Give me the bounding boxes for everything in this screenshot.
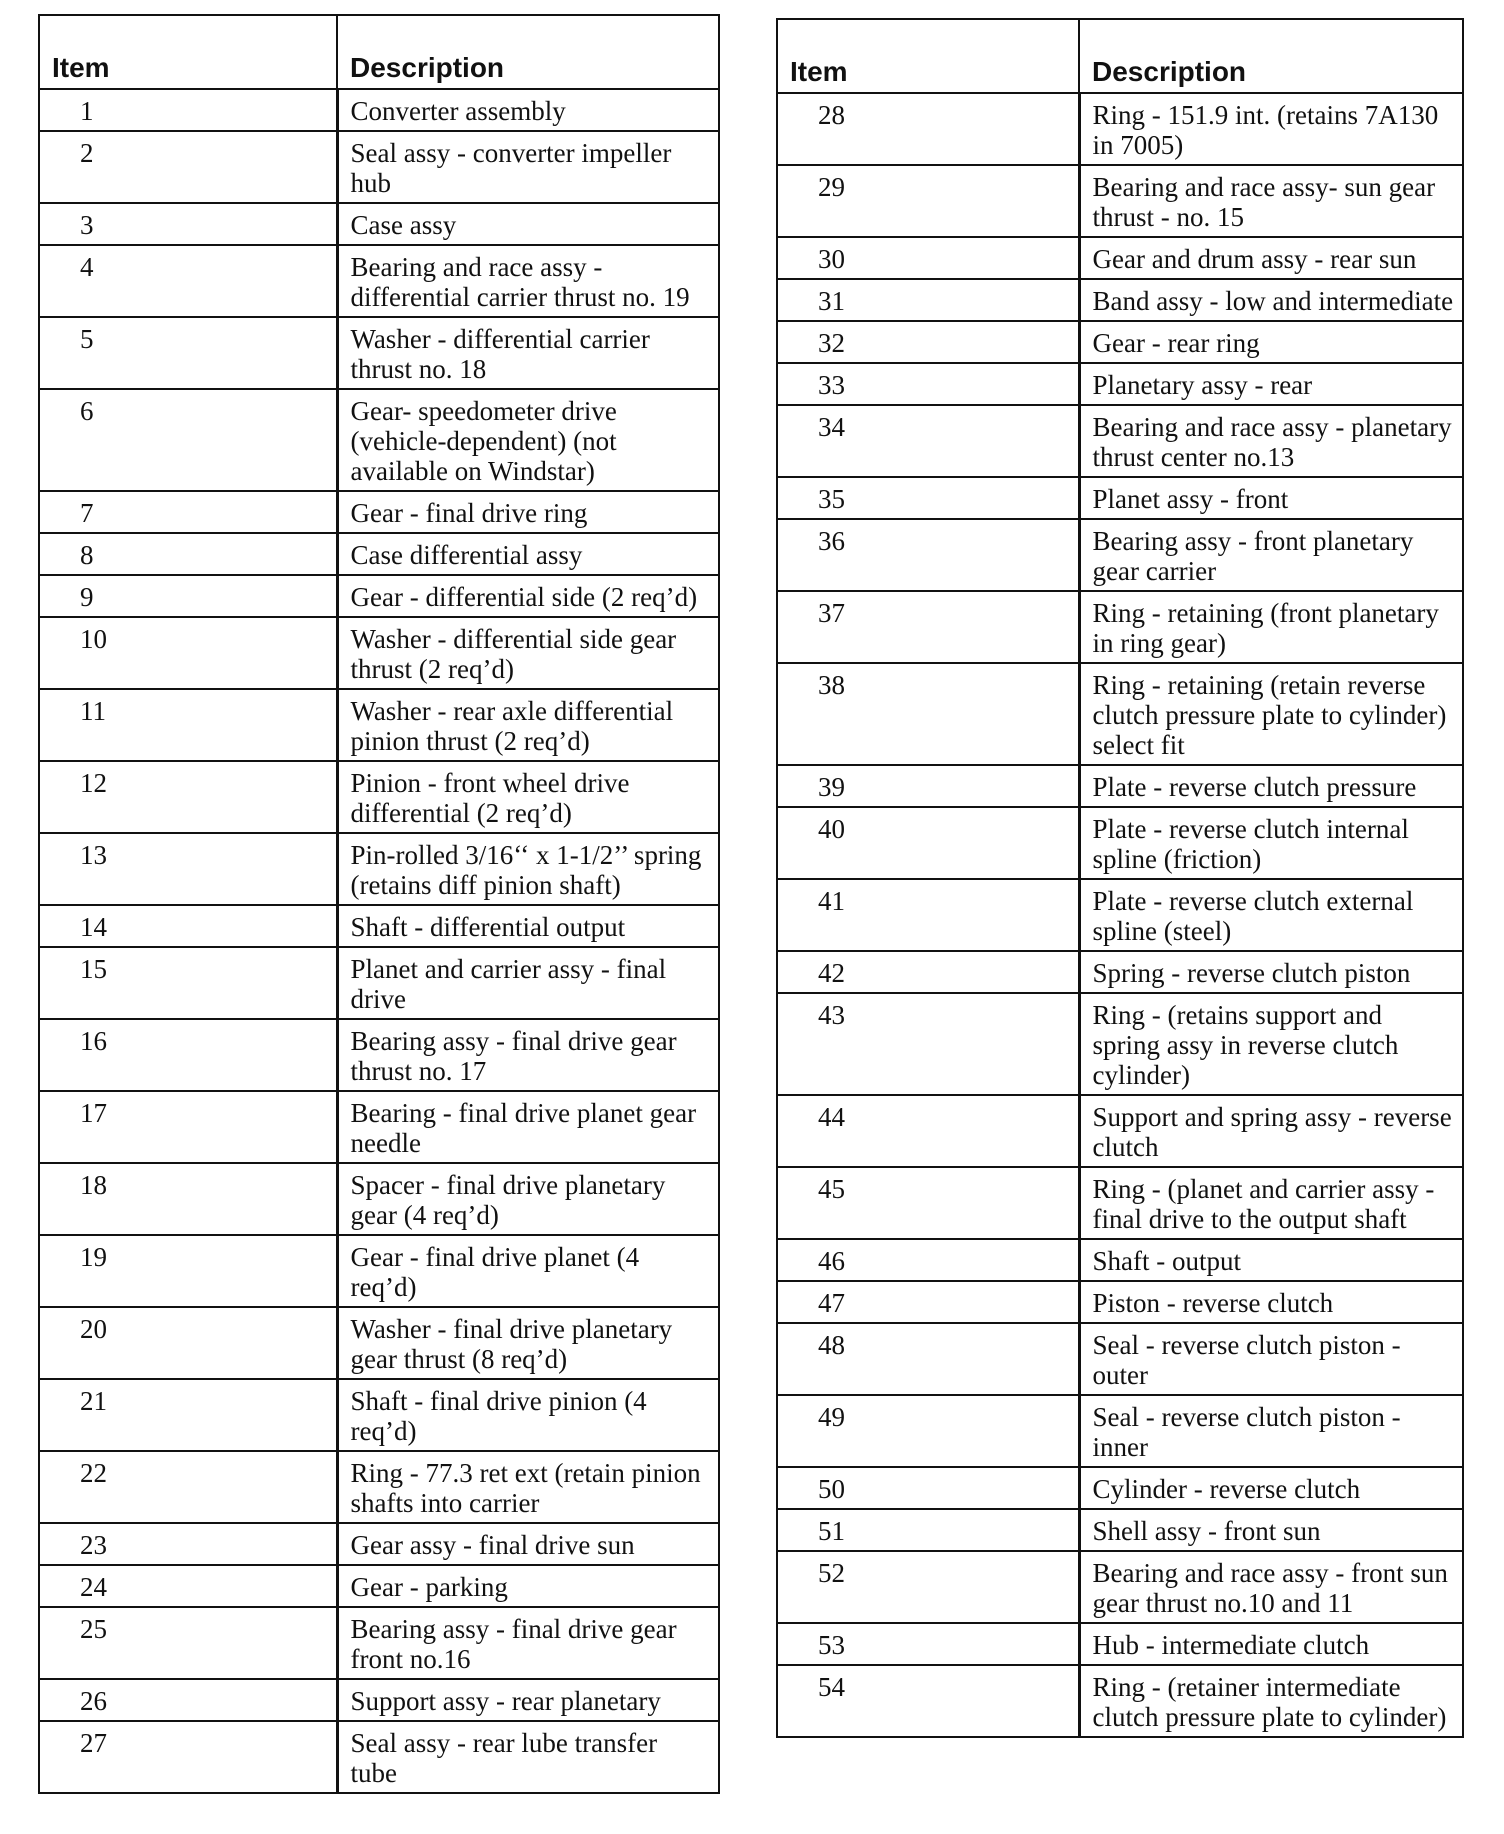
item-description-cell: Washer - rear axle differential pinion thrust (2 req’d) <box>337 689 719 761</box>
item-description-cell: Bearing assy - final drive gear thrust no. 17 <box>337 1019 719 1091</box>
table-row <box>777 1281 1463 1323</box>
item-description-cell: Ring - (retains support and spring assy in reverse clutch cylinder) <box>1079 993 1463 1095</box>
item-description-cell: Seal assy - converter impeller hub <box>337 131 719 203</box>
table-row <box>39 761 719 833</box>
item-description-cell: Bearing assy - final drive gear front no.16 <box>337 1607 719 1679</box>
item-description-cell: Bearing and race assy- sun gear thrust - no. 15 <box>1079 165 1463 237</box>
item-number-cell: 30 <box>777 237 1079 279</box>
table-header-row <box>777 19 1463 93</box>
item-number-cell: 24 <box>39 1565 337 1607</box>
table-row <box>777 165 1463 237</box>
table-row <box>777 405 1463 477</box>
item-description-cell: Plate - reverse clutch internal spline (friction) <box>1079 807 1463 879</box>
table-row <box>39 1565 719 1607</box>
item-number-cell: 15 <box>39 947 337 1019</box>
item-number-cell: 13 <box>39 833 337 905</box>
item-number-cell: 50 <box>777 1467 1079 1509</box>
item-number-cell: 51 <box>777 1509 1079 1551</box>
parts-table-right <box>776 18 1464 1738</box>
item-number-cell: 40 <box>777 807 1079 879</box>
item-number-cell: 19 <box>39 1235 337 1307</box>
item-number-cell: 29 <box>777 165 1079 237</box>
table-row <box>777 1623 1463 1665</box>
item-number-cell: 20 <box>39 1307 337 1379</box>
item-description-cell: Case differential assy <box>337 533 719 575</box>
table-row <box>39 131 719 203</box>
table-row <box>39 317 719 389</box>
item-description-cell: Ring - 151.9 int. (retains 7A130 in 7005) <box>1079 93 1463 165</box>
table-row <box>777 993 1463 1095</box>
item-number-cell: 42 <box>777 951 1079 993</box>
table-row <box>39 905 719 947</box>
item-description-cell: Bearing - final drive planet gear needle <box>337 1091 719 1163</box>
item-description-cell: Planetary assy - rear <box>1079 363 1463 405</box>
item-number-cell: 12 <box>39 761 337 833</box>
item-number-cell: 14 <box>39 905 337 947</box>
item-number-cell: 47 <box>777 1281 1079 1323</box>
description-column-header: Description <box>337 15 719 89</box>
item-number-cell: 44 <box>777 1095 1079 1167</box>
item-description-cell: Spacer - final drive planetary gear (4 req’d) <box>337 1163 719 1235</box>
item-number-cell: 17 <box>39 1091 337 1163</box>
item-column-header: Item <box>39 15 337 89</box>
item-description-cell: Gear - final drive planet (4 req’d) <box>337 1235 719 1307</box>
table-row <box>39 1451 719 1523</box>
table-header-row <box>39 15 719 89</box>
item-description-cell: Washer - final drive planetary gear thrust (8 req’d) <box>337 1307 719 1379</box>
item-description-cell: Hub - intermediate clutch <box>1079 1623 1463 1665</box>
item-description-cell: Pin-rolled 3/16‘‘ x 1-1/2’’ spring (retains diff pinion shaft) <box>337 833 719 905</box>
item-description-cell: Planet assy - front <box>1079 477 1463 519</box>
item-number-cell: 35 <box>777 477 1079 519</box>
item-description-cell: Seal - reverse clutch piston - outer <box>1079 1323 1463 1395</box>
item-number-cell: 5 <box>39 317 337 389</box>
table-row <box>777 663 1463 765</box>
table-row <box>777 519 1463 591</box>
item-description-cell: Ring - (retainer intermediate clutch pressure plate to cylinder) <box>1079 1665 1463 1737</box>
table-row <box>777 237 1463 279</box>
table-row <box>777 807 1463 879</box>
table-row <box>777 1095 1463 1167</box>
table-row <box>39 389 719 491</box>
item-description-cell: Converter assembly <box>337 89 719 131</box>
item-number-cell: 9 <box>39 575 337 617</box>
item-description-cell: Gear - parking <box>337 1565 719 1607</box>
table-row <box>39 1019 719 1091</box>
table-row <box>777 1551 1463 1623</box>
item-number-cell: 31 <box>777 279 1079 321</box>
item-number-cell: 11 <box>39 689 337 761</box>
item-number-cell: 16 <box>39 1019 337 1091</box>
item-number-cell: 1 <box>39 89 337 131</box>
parts-table-left <box>38 14 720 1794</box>
item-description-cell: Seal assy - rear lube transfer tube <box>337 1721 719 1793</box>
table-row <box>777 879 1463 951</box>
item-description-cell: Bearing and race assy - differential carrier thrust no. 19 <box>337 245 719 317</box>
item-number-cell: 4 <box>39 245 337 317</box>
item-description-cell: Spring - reverse clutch piston <box>1079 951 1463 993</box>
item-description-cell: Shaft - differential output <box>337 905 719 947</box>
item-description-cell: Pinion - front wheel drive differential (2 req’d) <box>337 761 719 833</box>
item-number-cell: 38 <box>777 663 1079 765</box>
item-number-cell: 36 <box>777 519 1079 591</box>
table-row <box>39 947 719 1019</box>
item-number-cell: 27 <box>39 1721 337 1793</box>
item-description-cell: Ring - retaining (retain reverse clutch pressure plate to cylinder) select fit <box>1079 663 1463 765</box>
table-row <box>777 951 1463 993</box>
table-row <box>777 1509 1463 1551</box>
table-row <box>39 1091 719 1163</box>
item-description-cell: Shaft - output <box>1079 1239 1463 1281</box>
item-description-cell: Planet and carrier assy - final drive <box>337 947 719 1019</box>
item-number-cell: 22 <box>39 1451 337 1523</box>
table-row <box>39 689 719 761</box>
item-description-cell: Case assy <box>337 203 719 245</box>
item-number-cell: 34 <box>777 405 1079 477</box>
table-row <box>39 575 719 617</box>
table-row <box>777 321 1463 363</box>
item-description-cell: Ring - (planet and carrier assy - final drive to the output shaft <box>1079 1167 1463 1239</box>
parts-table-left-body <box>39 89 719 1793</box>
item-description-cell: Gear assy - final drive sun <box>337 1523 719 1565</box>
item-description-cell: Ring - retaining (front planetary in ring gear) <box>1079 591 1463 663</box>
table-row <box>39 491 719 533</box>
item-number-cell: 25 <box>39 1607 337 1679</box>
table-row <box>39 1679 719 1721</box>
table-row <box>39 833 719 905</box>
table-row <box>39 1721 719 1793</box>
table-row <box>777 363 1463 405</box>
parts-table-right-body <box>777 93 1463 1737</box>
item-number-cell: 7 <box>39 491 337 533</box>
table-row <box>39 1379 719 1451</box>
item-number-cell: 8 <box>39 533 337 575</box>
table-row <box>777 591 1463 663</box>
table-row <box>777 1467 1463 1509</box>
item-number-cell: 23 <box>39 1523 337 1565</box>
item-description-cell: Shaft - final drive pinion (4 req’d) <box>337 1379 719 1451</box>
item-description-cell: Plate - reverse clutch pressure <box>1079 765 1463 807</box>
table-row <box>39 1607 719 1679</box>
item-description-cell: Cylinder - reverse clutch <box>1079 1467 1463 1509</box>
table-row <box>39 1523 719 1565</box>
item-number-cell: 45 <box>777 1167 1079 1239</box>
item-description-cell: Washer - differential carrier thrust no. 18 <box>337 317 719 389</box>
item-description-cell: Shell assy - front sun <box>1079 1509 1463 1551</box>
item-description-cell: Gear and drum assy - rear sun <box>1079 237 1463 279</box>
table-row <box>39 245 719 317</box>
item-number-cell: 3 <box>39 203 337 245</box>
item-description-cell: Gear - differential side (2 req’d) <box>337 575 719 617</box>
item-description-cell: Bearing and race assy - planetary thrust center no.13 <box>1079 405 1463 477</box>
item-description-cell: Ring - 77.3 ret ext (retain pinion shafts into carrier <box>337 1451 719 1523</box>
item-description-cell: Gear - rear ring <box>1079 321 1463 363</box>
item-number-cell: 53 <box>777 1623 1079 1665</box>
item-number-cell: 43 <box>777 993 1079 1095</box>
table-row <box>777 279 1463 321</box>
item-number-cell: 37 <box>777 591 1079 663</box>
item-description-cell: Bearing and race assy - front sun gear thrust no.10 and 11 <box>1079 1551 1463 1623</box>
table-row <box>39 617 719 689</box>
item-number-cell: 28 <box>777 93 1079 165</box>
table-row <box>39 1307 719 1379</box>
item-column-header: Item <box>777 19 1079 93</box>
item-description-cell: Seal - reverse clutch piston - inner <box>1079 1395 1463 1467</box>
item-number-cell: 6 <box>39 389 337 491</box>
item-number-cell: 52 <box>777 1551 1079 1623</box>
item-number-cell: 10 <box>39 617 337 689</box>
item-number-cell: 46 <box>777 1239 1079 1281</box>
item-description-cell: Gear- speedometer drive (vehicle-dependent) (not available on Windstar) <box>337 389 719 491</box>
table-row <box>777 1395 1463 1467</box>
item-description-cell: Washer - differential side gear thrust (2 req’d) <box>337 617 719 689</box>
table-row <box>777 1323 1463 1395</box>
table-row <box>39 89 719 131</box>
item-description-cell: Piston - reverse clutch <box>1079 1281 1463 1323</box>
item-number-cell: 33 <box>777 363 1079 405</box>
item-description-cell: Bearing assy - front planetary gear carrier <box>1079 519 1463 591</box>
item-number-cell: 54 <box>777 1665 1079 1737</box>
item-number-cell: 49 <box>777 1395 1079 1467</box>
table-row <box>777 765 1463 807</box>
table-row <box>777 1167 1463 1239</box>
item-number-cell: 18 <box>39 1163 337 1235</box>
item-description-cell: Support and spring assy - reverse clutch <box>1079 1095 1463 1167</box>
item-description-cell: Support assy - rear planetary <box>337 1679 719 1721</box>
description-column-header: Description <box>1079 19 1463 93</box>
item-description-cell: Gear - final drive ring <box>337 491 719 533</box>
item-number-cell: 21 <box>39 1379 337 1451</box>
item-description-cell: Band assy - low and intermediate <box>1079 279 1463 321</box>
table-row <box>39 203 719 245</box>
table-row <box>777 93 1463 165</box>
item-description-cell: Plate - reverse clutch external spline (steel) <box>1079 879 1463 951</box>
table-row <box>39 1163 719 1235</box>
item-number-cell: 26 <box>39 1679 337 1721</box>
table-row <box>39 533 719 575</box>
item-number-cell: 32 <box>777 321 1079 363</box>
table-row <box>777 1665 1463 1737</box>
table-row <box>777 1239 1463 1281</box>
table-row <box>777 477 1463 519</box>
item-number-cell: 41 <box>777 879 1079 951</box>
item-number-cell: 48 <box>777 1323 1079 1395</box>
table-row <box>39 1235 719 1307</box>
item-number-cell: 2 <box>39 131 337 203</box>
item-number-cell: 39 <box>777 765 1079 807</box>
